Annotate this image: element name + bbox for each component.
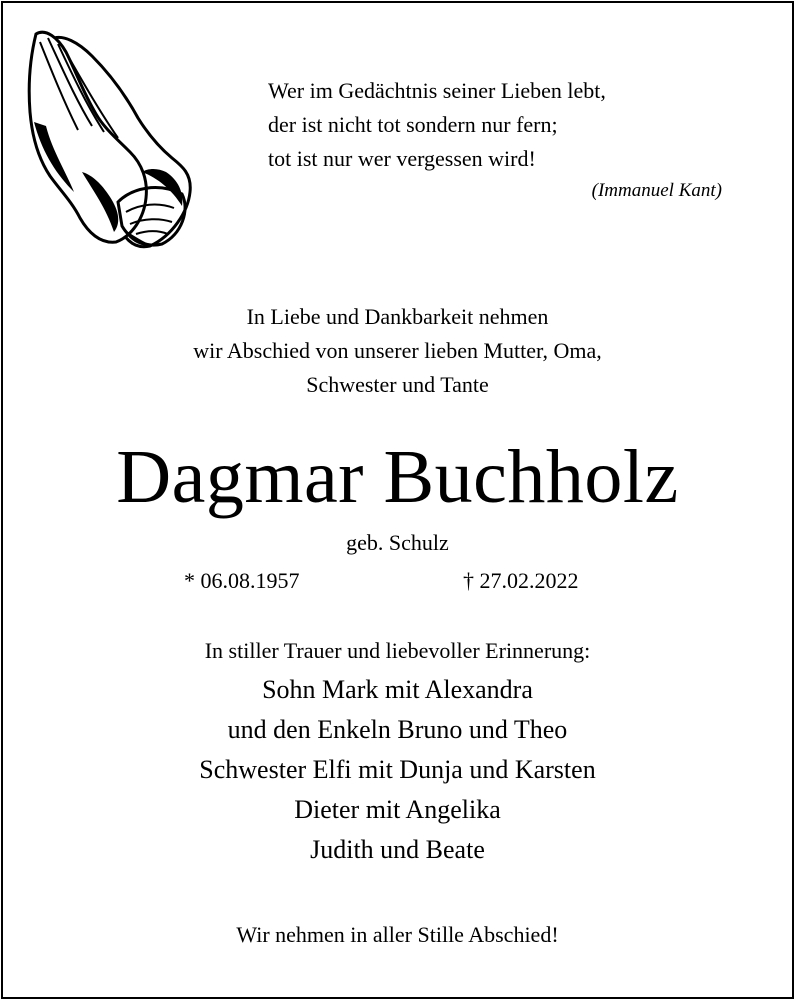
- quote-line: tot ist nur wer vergessen wird!: [268, 146, 536, 171]
- mourner-line: Judith und Beate: [310, 835, 485, 864]
- intro-line: In Liebe und Dankbarkeit nehmen: [246, 304, 549, 329]
- mourner-line: und den Enkeln Bruno und Theo: [227, 715, 568, 744]
- mourner-line: Schwester Elfi mit Dunja und Karsten: [199, 755, 596, 784]
- closing-line: Wir nehmen in aller Stille Abschied!: [236, 922, 559, 947]
- intro-line: Schwester und Tante: [306, 372, 489, 397]
- quote-author: (Immanuel Kant): [591, 180, 722, 201]
- death-date: † 27.02.2022: [463, 568, 579, 593]
- quote: [268, 74, 606, 176]
- quote-line: der ist nicht tot sondern nur fern;: [268, 112, 558, 137]
- birth-name: geb. Schulz: [346, 530, 449, 555]
- birth-date: * 06.08.1957: [184, 568, 300, 593]
- deceased-name: Dagmar Buchholz: [116, 435, 679, 519]
- mourner-line: Sohn Mark mit Alexandra: [262, 675, 533, 704]
- praying-hands-icon: [22, 22, 202, 252]
- mourner-line: Dieter mit Angelika: [294, 795, 501, 824]
- quote-line: Wer im Gedächtnis seiner Lieben lebt,: [268, 78, 606, 103]
- mourning-intro: In stiller Trauer und liebevoller Erinnerung:: [204, 638, 591, 663]
- intro-text: [0, 300, 795, 402]
- intro-line: wir Abschied von unserer lieben Mutter, Oma,: [193, 338, 602, 363]
- mourners-list: [0, 670, 795, 870]
